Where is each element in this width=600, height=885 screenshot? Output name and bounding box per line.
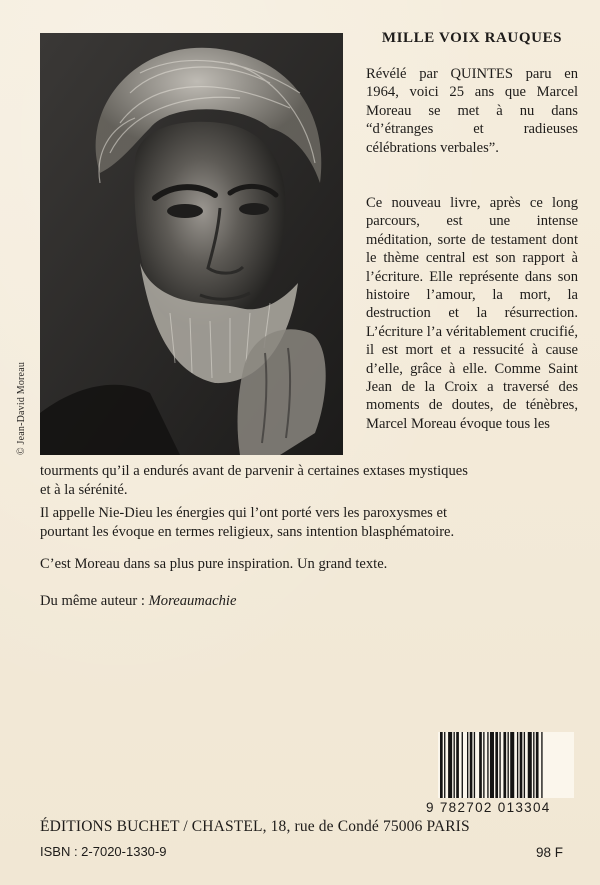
closing-sentence: C’est Moreau dans sa plus pure inspiration. Un grand texte. [40, 556, 388, 572]
publisher-line: ÉDITIONS BUCHET / CHASTEL, 18, rue de Condé 75006 PARIS [40, 818, 470, 835]
author-portrait-photo [40, 33, 343, 455]
same-author-title: Moreaumachie [148, 593, 237, 609]
photo-credit: © Jean-David Moreau [16, 361, 27, 455]
same-author-line [40, 593, 236, 610]
blurb-line-wide-3: Il appelle Nie-Dieu les énergies qui l’ont porté vers les paroxysmes et [40, 505, 448, 521]
blurb-line-wide-1: tourments qu’il a endurés avant de parvenir à certaines extases mystiques [40, 463, 468, 479]
blurb-paragraph-1: Révélé par QUINTES paru en 1964, voici 25 ans que Marcel Moreau se met à nu dans “d’étranges et radieuses célébrations verbales”. [366, 66, 578, 156]
price: 98 F [536, 845, 564, 860]
book-title: MILLE VOIX RAUQUES [381, 30, 563, 46]
blurb-paragraph-2: Ce nouveau livre, après ce long parcours, est une intense méditation, sorte de testament dont le thème central est son rapport à l’écriture. Elle représente dans son histoire l’amour, la mort, la destruction et la résurrection. L’écriture l’a véritablement crucifié, il est mort et a ressucité à cause d’elle, grâce à elle. Comme Saint Jean de la Croix a traversé des moments de doutes, de ténèbres, Marcel Moreau évoque tous les [366, 195, 578, 432]
barcode-digits: 9 782702 013304 [426, 800, 551, 815]
isbn-number: ISBN : 2-7020-1330-9 [40, 844, 167, 859]
blurb-line-wide-4: pourtant les évoque en termes religieux, sans intention blasphématoire. [40, 524, 455, 540]
same-author-label: Du même auteur : [40, 593, 145, 609]
blurb-line-wide-2: et à la sérénité. [40, 482, 128, 498]
barcode [438, 732, 574, 798]
